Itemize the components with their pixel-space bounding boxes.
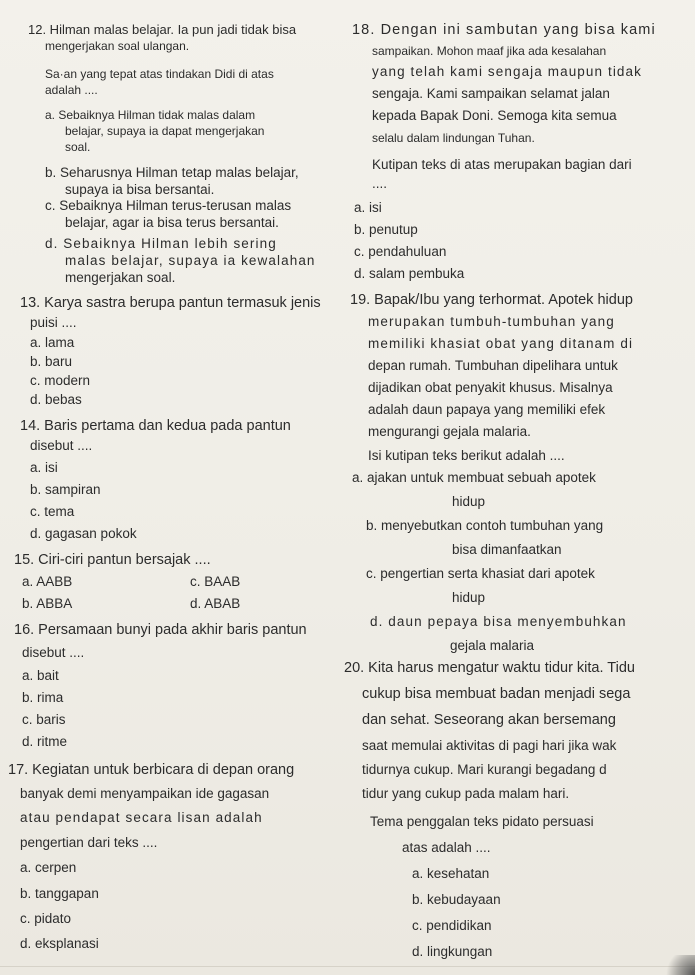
question-12-text-line: adalah ....	[45, 83, 98, 97]
question-18-text-line: sengaja. Kami sampaikan selamat jalan	[372, 86, 610, 101]
question-13-text-line: puisi ....	[30, 315, 77, 330]
question-19-text-line: merupakan tumbuh-tumbuhan yang	[368, 314, 615, 329]
answer-option-a[interactable]: a. cerpen	[20, 860, 77, 875]
answer-option-c-continued: hidup	[452, 590, 486, 605]
answer-option-a[interactable]: a. lama	[30, 335, 75, 350]
question-16-text-line: 16. Persamaan bunyi pada akhir baris pantun	[14, 622, 307, 638]
answer-option-a-continued: belajar, supaya ia dapat mengerjakan	[65, 124, 265, 138]
answer-option-c[interactable]: c. BAAB	[190, 574, 241, 589]
question-17-text-line: 17. Kegiatan untuk berbicara di depan orang	[8, 762, 295, 778]
answer-option-b-continued: bisa dimanfaatkan	[452, 542, 562, 557]
answer-option-c[interactable]: c. pendidikan	[412, 918, 492, 933]
answer-option-a[interactable]: a. bait	[22, 668, 59, 683]
question-12-text-line: mengerjakan soal ulangan.	[45, 39, 190, 53]
question-18-text-line: 18. Dengan ini sambutan yang bisa kami	[352, 22, 656, 38]
question-12-text-line: Sa·an yang tepat atas tindakan Didi di atas	[45, 67, 274, 81]
answer-option-d[interactable]: d. ritme	[22, 734, 68, 749]
question-20-text-line: tidur yang cukup pada malam hari.	[362, 786, 570, 801]
question-18-text-line: selalu dalam lindungan Tuhan.	[372, 131, 535, 145]
answer-option-a[interactable]: a. ajakan untuk membuat sebuah apotek	[352, 470, 596, 485]
question-18-text-line: kepada Bapak Doni. Semoga kita semua	[372, 108, 617, 123]
answer-option-d[interactable]: d. gagasan pokok	[30, 526, 137, 541]
question-19-text-line: depan rumah. Tumbuhan dipelihara untuk	[368, 358, 618, 373]
question-17-text-line: atau pendapat secara lisan adalah	[20, 810, 263, 825]
question-20-text-line: saat memulai aktivitas di pagi hari jika wak	[362, 738, 617, 753]
answer-option-b[interactable]: b. ABBA	[22, 596, 73, 611]
answer-option-d-continued: gejala malaria	[450, 638, 535, 653]
answer-option-b[interactable]: b. baru	[30, 354, 73, 369]
question-20-text-line: tidurnya cukup. Mari kurangi begadang d	[362, 762, 607, 777]
question-18-text-line: yang telah kami sengaja maupun tidak	[372, 64, 642, 79]
answer-option-c[interactable]: c. pengertian serta khasiat dari apotek	[366, 566, 595, 581]
question-18-text-line: Kutipan teks di atas merupakan bagian dari	[372, 157, 632, 172]
answer-option-b[interactable]: b. penutup	[354, 222, 418, 237]
answer-option-a-continued: hidup	[452, 494, 486, 509]
answer-option-a[interactable]: a. Sebaiknya Hilman tidak malas dalam	[45, 108, 256, 122]
question-20-text-line: dan sehat. Seseorang akan bersemang	[362, 712, 616, 728]
question-19-text-line: memiliki khasiat obat yang ditanam di	[368, 336, 634, 351]
question-15-text-line: 15. Ciri-ciri pantun bersajak ....	[14, 552, 211, 568]
question-20-text-line: cukup bisa membuat badan menjadi sega	[362, 686, 631, 702]
question-12-text-line: 12. Hilman malas belajar. Ia pun jadi tidak bisa	[28, 22, 297, 37]
answer-option-d[interactable]: d. salam pembuka	[354, 266, 465, 281]
answer-option-c[interactable]: c. pidato	[20, 911, 72, 926]
question-20-text-line: 20. Kita harus mengatur waktu tidur kita. Tidu	[344, 660, 635, 676]
answer-option-c[interactable]: c. Sebaiknya Hilman terus-terusan malas	[45, 198, 292, 213]
answer-option-c[interactable]: c. baris	[22, 712, 66, 727]
answer-option-a-continued: soal.	[65, 140, 91, 154]
question-13-text-line: 13. Karya sastra berupa pantun termasuk jenis	[20, 295, 321, 311]
answer-option-d[interactable]: d. bebas	[30, 392, 82, 407]
answer-option-d-continued: mengerjakan soal.	[65, 270, 176, 285]
answer-option-d-continued: malas belajar, supaya ia kewalahan	[65, 253, 316, 268]
answer-option-a[interactable]: a. isi	[30, 460, 58, 475]
answer-option-c[interactable]: c. tema	[30, 504, 75, 519]
answer-option-b[interactable]: b. Seharusnya Hilman tetap malas belajar,	[45, 165, 299, 180]
page-corner-shadow	[665, 955, 695, 975]
question-18-text-line: sampaikan. Mohon maaf jika ada kesalahan	[372, 44, 607, 58]
answer-option-d[interactable]: d. daun pepaya bisa menyembuhkan	[370, 614, 627, 629]
answer-option-b[interactable]: b. kebudayaan	[412, 892, 501, 907]
answer-option-d[interactable]: d. eksplanasi	[20, 936, 99, 951]
question-20-text-line: Tema penggalan teks pidato persuasi	[370, 814, 594, 829]
question-19-text-line: dijadikan obat penyakit khusus. Misalnya	[368, 380, 613, 395]
answer-option-a[interactable]: a. kesehatan	[412, 866, 490, 881]
question-20-text-line: atas adalah ....	[402, 840, 491, 855]
question-19-text-line: Isi kutipan teks berikut adalah ....	[368, 448, 565, 463]
question-14-text-line: disebut ....	[30, 438, 93, 453]
answer-option-a[interactable]: a. isi	[354, 200, 382, 215]
answer-option-b[interactable]: b. tanggapan	[20, 886, 99, 901]
answer-option-b[interactable]: b. rima	[22, 690, 64, 705]
question-19-text-line: 19. Bapak/Ibu yang terhormat. Apotek hidup	[350, 292, 633, 308]
question-19-text-line: mengurangi gejala malaria.	[368, 424, 531, 439]
page-bottom-edge	[0, 966, 695, 967]
answer-option-b[interactable]: b. menyebutkan contoh tumbuhan yang	[366, 518, 604, 533]
question-14-text-line: 14. Baris pertama dan kedua pada pantun	[20, 418, 291, 434]
question-19-text-line: adalah daun papaya yang memiliki efek	[368, 402, 606, 417]
answer-option-d[interactable]: d. Sebaiknya Hilman lebih sering	[45, 236, 277, 251]
answer-option-c[interactable]: c. modern	[30, 373, 91, 388]
answer-option-d[interactable]: d. ABAB	[190, 596, 241, 611]
question-17-text-line: banyak demi menyampaikan ide gagasan	[20, 786, 270, 801]
answer-option-b[interactable]: b. sampiran	[30, 482, 101, 497]
question-16-text-line: disebut ....	[22, 645, 85, 660]
answer-option-c[interactable]: c. pendahuluan	[354, 244, 447, 259]
answer-option-b-continued: supaya ia bisa bersantai.	[65, 182, 215, 197]
question-17-text-line: pengertian dari teks ....	[20, 835, 158, 850]
question-18-text-line: ....	[372, 176, 388, 191]
answer-option-a[interactable]: a. AABB	[22, 574, 73, 589]
answer-option-c-continued: belajar, agar ia bisa terus bersantai.	[65, 215, 279, 230]
answer-option-d[interactable]: d. lingkungan	[412, 944, 493, 959]
